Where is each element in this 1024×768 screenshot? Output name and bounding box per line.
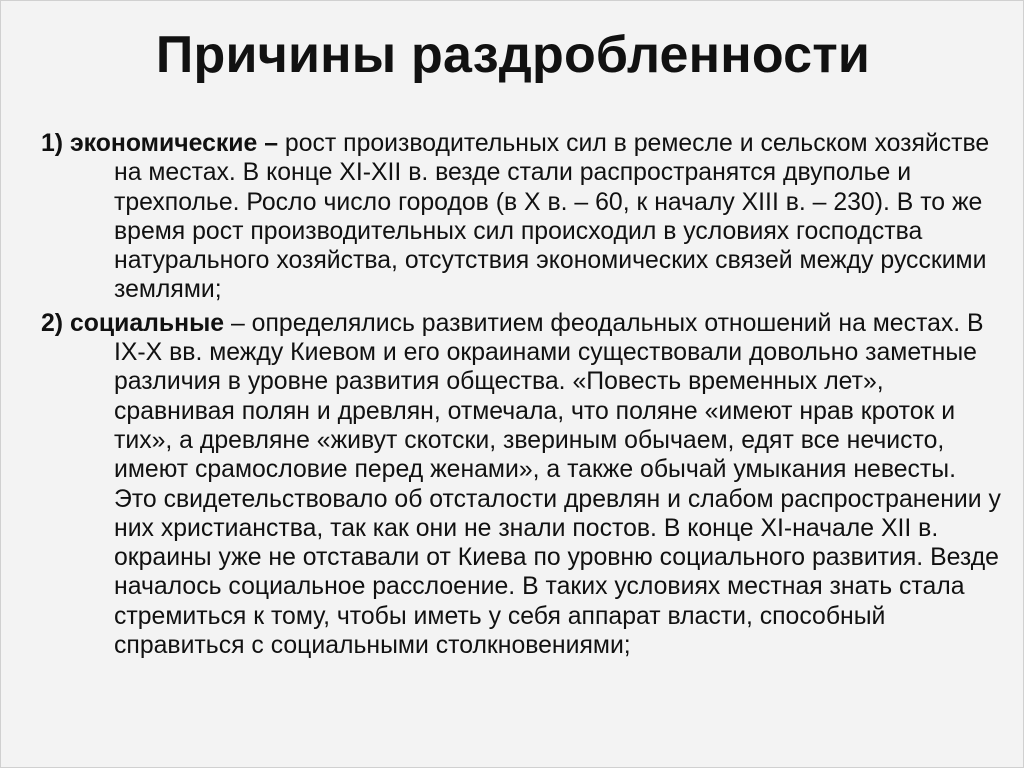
item-text: рост производительных сил в ремесле и сельском хозяйстве на местах. В конце XI-XII в. везде стали распространятся двуполье и трехполье. Росло число городов (в X в. – 60, к началу XIII в. – 230). В то же время рост производительных сил происходил в условиях господства натурального хозяйства, отсутствия экономических связей между русскими землями; (114, 130, 990, 304)
list-item-social (41, 309, 1001, 661)
list-item-economic (41, 129, 1001, 305)
item-text: – определялись развитием феодальных отношений на местах. В IX-X вв. между Киевом и его окраинами существовали довольно заметные различия в уровне развития общества. «Повесть временных лет», сравнивая полян и древлян, отмечала, что поляне «имеют нрав кроток и тих», а древляне «живут скотски, звериным обычаем, едят все нечисто, имеют срамословие перед женами», а также обычай умыкания невесты. Это свидетельствовало об отсталости древлян и слабом распространении у них христианства, так как они не знали постов. В конце XI-начале XII в. окраины уже не отставали от Киева по уровню социального развития. Везде началось социальное расслоение. В таких условиях местная знать стала стремиться к тому, чтобы иметь у себя аппарат власти, способный справиться с социальными столкновениями; (114, 309, 1001, 660)
slide-title: Причины раздробленности (155, 26, 871, 84)
item-label: 2) социальные (41, 309, 225, 337)
item-label: 1) экономические – (41, 130, 279, 157)
slide-body (41, 129, 1001, 664)
